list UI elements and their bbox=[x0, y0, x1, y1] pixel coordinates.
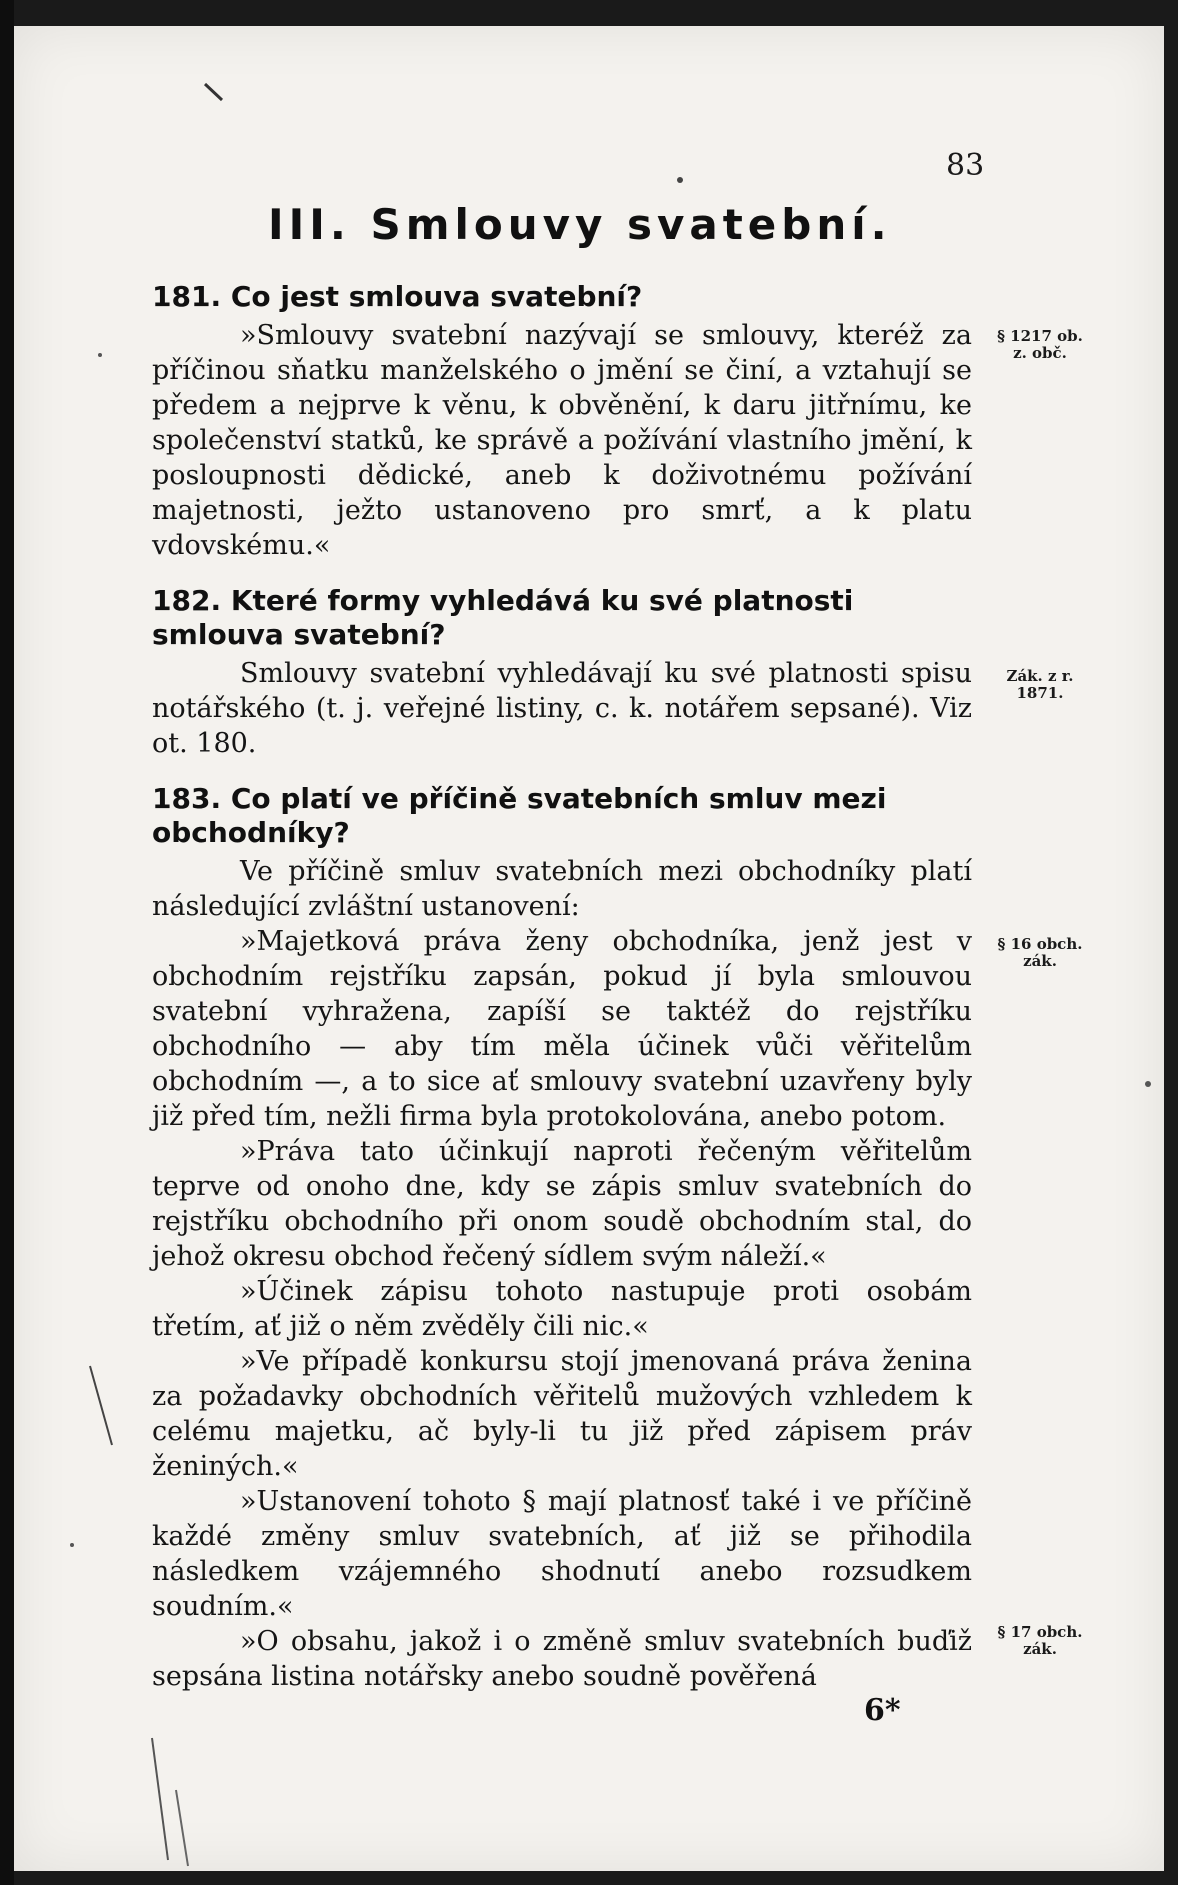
signature-mark: 6* bbox=[864, 1693, 901, 1728]
scan-left-edge bbox=[0, 0, 14, 1885]
chapter-title: III. Smlouvy svatební. bbox=[268, 200, 892, 249]
paragraph: »Smlouvy svatební nazývají se smlouvy, kteréž za příčinou sňatku manželského o jmění se činí, a vztahují se předem a nejprve k věnu, k obvěnění, k daru jitřnímu, ke společenství statků, ke správě a požívání vlastního jmění, k posloupnosti dědické, aneb k doživotnému požívání majetnosti, ježto ustanoveno pro smrť, a k platu vdovskému.« bbox=[152, 320, 972, 561]
paragraph: Smlouvy svatební vyhledávají ku své platnosti spisu notářského (t. j. veřejné listiny, c. k. notářem sepsané). Viz ot. 180. bbox=[152, 658, 972, 759]
question-heading: 181. Co jest smlouva svatební? bbox=[152, 280, 643, 313]
margin-note: Zák. z r. 1871. bbox=[1006, 667, 1074, 702]
page-number: 83 bbox=[946, 148, 985, 183]
margin-note: § 1217 ob. z. obč. bbox=[997, 327, 1083, 362]
section-182 bbox=[152, 584, 972, 761]
question-heading: 182. Které formy vyhledává ku své platnosti smlouva svatební? bbox=[152, 584, 854, 651]
paragraph: »Účinek zápisu tohoto nastupuje proti osobám třetím, ať již o něm zvěděly čili nic.« bbox=[152, 1276, 972, 1342]
paragraph: »Ve případě konkursu stojí jmenovaná práva ženina za požadavky obchodních věřitelů mužových vzhledem k celému majetku, ač byly-li tu již před zápisem práv ženiných.« bbox=[152, 1346, 972, 1482]
paragraph: »Majetková práva ženy obchodníka, jenž jest v obchodním rejstříku zapsán, pokud jí byla smlouvou svatební vyhražena, zapíší se taktéž do rejstříku obchodního — aby tím měla účinek vůči věřitelům obchodním —, a to sice ať smlouvy svatební uzavřeny byly již před tím, nežli firma byla protokolována, anebo potom. bbox=[152, 926, 972, 1132]
question-heading: 183. Co platí ve příčině svatebních smluv mezi obchodníky? bbox=[152, 782, 887, 849]
margin-note: § 17 obch. zák. bbox=[997, 1623, 1083, 1658]
section-181 bbox=[152, 280, 972, 563]
section-183 bbox=[152, 782, 972, 1694]
paragraph: »Práva tato účinkují naproti řečeným věřitelům teprve od onoho dne, kdy se zápis smluv svatebních do rejstříku obchodního při onom soudě obchodním stal, do jehož okresu obchod řečený sídlem svým náleží.« bbox=[152, 1136, 972, 1272]
paragraph: »O obsahu, jakož i o změně smluv svatebních buďiž sepsána listina notářsky anebo soudně pověřená bbox=[152, 1626, 972, 1692]
paragraph: »Ustanovení tohoto § mají platnosť také i ve příčině každé změny smluv svatebních, ať již se přihodila následkem vzájemného shodnutí anebo rozsudkem soudním.« bbox=[152, 1486, 972, 1622]
margin-note: § 16 obch. zák. bbox=[997, 935, 1083, 970]
paragraph: Ve příčině smluv svatebních mezi obchodníky platí následující zvláštní ustanovení: bbox=[152, 856, 972, 922]
